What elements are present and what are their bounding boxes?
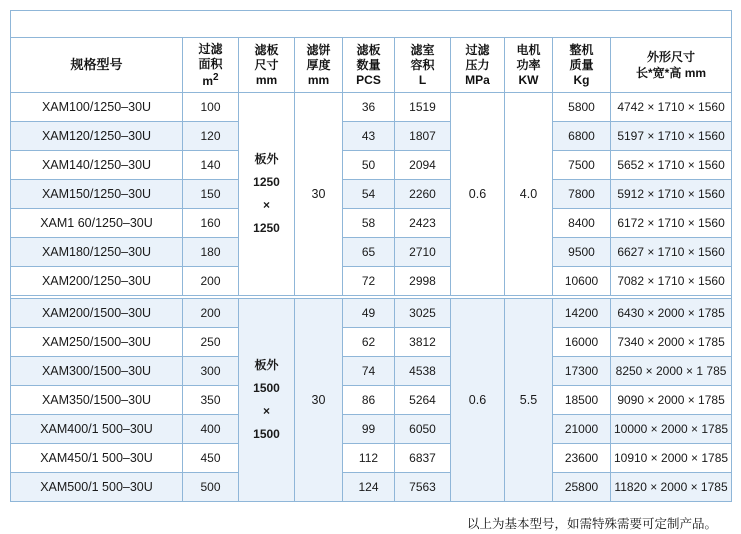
cell-cake-thickness-group: 30: [295, 93, 343, 296]
header-dimensions: [611, 38, 732, 93]
cell-plate-count: 65: [343, 238, 395, 267]
cell-dimensions: 7082 × 1710 × 1560: [611, 267, 732, 296]
table-row: [11, 180, 732, 209]
table-row: [11, 357, 732, 386]
cell-model: XAM150/1250–30U: [11, 180, 183, 209]
header-plate-size-l1: 滤板: [254, 42, 279, 57]
cell-plate-count: 124: [343, 473, 395, 502]
cell-plate-size-group: [239, 93, 295, 296]
cell-machine-mass: 9500: [553, 238, 611, 267]
cell-model: XAM350/1500–30U: [11, 386, 183, 415]
header-model: 规格型号: [11, 38, 183, 93]
cell-machine-mass: 10600: [553, 267, 611, 296]
cell-dimensions: 11820 × 2000 × 1785: [611, 473, 732, 502]
cell-filter-area: 250: [183, 328, 239, 357]
cell-dimensions: 6172 × 1710 × 1560: [611, 209, 732, 238]
cell-machine-mass: 23600: [553, 444, 611, 473]
cell-machine-mass: 7500: [553, 151, 611, 180]
table-row: [11, 444, 732, 473]
cell-plate-count: 43: [343, 122, 395, 151]
cell-chamber-volume: 1807: [395, 122, 451, 151]
cell-filter-area: 200: [183, 267, 239, 296]
header-filter-pressure-l2: 压力: [465, 57, 490, 72]
table-title: 自动厢式压滤机: [11, 11, 732, 38]
table-row: [11, 209, 732, 238]
cell-model: XAM200/1250–30U: [11, 267, 183, 296]
cell-chamber-volume: 2710: [395, 238, 451, 267]
header-cake-thickness-l2: 厚度: [306, 57, 331, 72]
cell-chamber-volume: 6050: [395, 415, 451, 444]
cell-filter-area: 500: [183, 473, 239, 502]
cell-plate-count: 36: [343, 93, 395, 122]
cell-model: XAM200/1500–30U: [11, 299, 183, 328]
cell-machine-mass: 21000: [553, 415, 611, 444]
cell-dimensions: 10910 × 2000 × 1785: [611, 444, 732, 473]
cell-plate-count: 58: [343, 209, 395, 238]
cell-filter-area: 180: [183, 238, 239, 267]
header-plate-size: [239, 38, 295, 93]
cell-dimensions: 6627 × 1710 × 1560: [611, 238, 732, 267]
header-plate-count: [343, 38, 395, 93]
header-plate-count-l3: PCS: [356, 72, 381, 87]
cell-filter-area: 300: [183, 357, 239, 386]
cell-plate-count: 62: [343, 328, 395, 357]
cell-filter-pressure-group: 0.6: [451, 93, 505, 296]
table-row: [11, 122, 732, 151]
cell-chamber-volume: 2423: [395, 209, 451, 238]
cell-machine-mass: 5800: [553, 93, 611, 122]
cell-machine-mass: 17300: [553, 357, 611, 386]
cell-chamber-volume: 4538: [395, 357, 451, 386]
table-row: [11, 93, 732, 122]
cell-filter-area: 200: [183, 299, 239, 328]
specification-table: [10, 10, 732, 502]
header-plate-size-l2: 尺寸: [254, 57, 279, 72]
cell-filter-pressure-group: 0.6: [451, 299, 505, 502]
header-filter-area-l1: 过滤: [198, 41, 223, 56]
header-plate-size-l3: mm: [255, 72, 278, 87]
cell-chamber-volume: 2998: [395, 267, 451, 296]
cell-filter-area: 350: [183, 386, 239, 415]
table-footnote: 以上为基本型号，如需特殊需要可定制产品。: [466, 517, 717, 531]
cell-filter-area: 450: [183, 444, 239, 473]
header-chamber-volume-l2: 容积: [410, 57, 435, 72]
plate-size-l1: 板外: [254, 358, 279, 373]
plate-size-l2: 1500: [253, 381, 280, 396]
cell-filter-area: 140: [183, 151, 239, 180]
table-row: [11, 299, 732, 328]
header-machine-mass: [553, 38, 611, 93]
header-filter-area-l2: 面积: [198, 56, 223, 71]
header-motor-power-l2: 功率: [516, 57, 541, 72]
header-plate-count-l2: 数量: [356, 57, 381, 72]
header-cake-thickness-l3: mm: [307, 72, 330, 87]
cell-plate-count: 50: [343, 151, 395, 180]
plate-size-l4: 1250: [253, 220, 280, 235]
cell-plate-count: 74: [343, 357, 395, 386]
header-dimensions-l1: 外形尺寸: [647, 49, 696, 64]
plate-size-l1: 板外: [254, 152, 279, 167]
cell-chamber-volume: 6837: [395, 444, 451, 473]
cell-filter-area: 400: [183, 415, 239, 444]
header-motor-power-l3: KW: [518, 72, 539, 87]
cell-chamber-volume: 7563: [395, 473, 451, 502]
cell-machine-mass: 16000: [553, 328, 611, 357]
cell-chamber-volume: 2260: [395, 180, 451, 209]
cell-model: XAM140/1250–30U: [11, 151, 183, 180]
header-chamber-volume-l3: L: [418, 72, 427, 87]
cell-plate-count: 54: [343, 180, 395, 209]
header-motor-power-l1: 电机: [516, 42, 541, 57]
header-cake-thickness-l1: 滤饼: [306, 42, 331, 57]
table-row: [11, 267, 732, 296]
header-filter-pressure-l1: 过滤: [465, 42, 490, 57]
table-row: [11, 151, 732, 180]
cell-model: XAM1 60/1250–30U: [11, 209, 183, 238]
cell-machine-mass: 25800: [553, 473, 611, 502]
plate-size-l4: 1500: [253, 426, 280, 441]
cell-dimensions: 8250 × 2000 × 1 785: [611, 357, 732, 386]
table-title-row: [11, 11, 732, 38]
header-filter-pressure: [451, 38, 505, 93]
table-row: [11, 328, 732, 357]
cell-model: XAM120/1250–30U: [11, 122, 183, 151]
cell-model: XAM300/1500–30U: [11, 357, 183, 386]
cell-model: XAM500/1 500–30U: [11, 473, 183, 502]
cell-plate-count: 86: [343, 386, 395, 415]
cell-dimensions: 10000 × 2000 × 1785: [611, 415, 732, 444]
cell-chamber-volume: 3025: [395, 299, 451, 328]
cell-machine-mass: 8400: [553, 209, 611, 238]
plate-size-l2: 1250: [253, 175, 280, 190]
cell-dimensions: 5197 × 1710 × 1560: [611, 122, 732, 151]
cell-machine-mass: 14200: [553, 299, 611, 328]
cell-dimensions: 5652 × 1710 × 1560: [611, 151, 732, 180]
header-chamber-volume: [395, 38, 451, 93]
cell-filter-area: 100: [183, 93, 239, 122]
cell-dimensions: 7340 × 2000 × 1785: [611, 328, 732, 357]
plate-size-l3: ×: [262, 198, 270, 212]
cell-model: XAM100/1250–30U: [11, 93, 183, 122]
header-cake-thickness: [295, 38, 343, 93]
header-filter-pressure-l3: MPa: [465, 72, 490, 87]
header-dimensions-l2: 长*宽*高 mm: [636, 66, 707, 80]
cell-chamber-volume: 3812: [395, 328, 451, 357]
cell-model: XAM450/1 500–30U: [11, 444, 183, 473]
table-row: [11, 473, 732, 502]
header-machine-mass-l1: 整机: [569, 42, 594, 57]
cell-plate-size-group: [239, 299, 295, 502]
header-filter-area-l3: $m^2$: [202, 71, 219, 88]
header-filter-area: [183, 38, 239, 93]
cell-model: XAM180/1250–30U: [11, 238, 183, 267]
cell-machine-mass: 18500: [553, 386, 611, 415]
cell-filter-area: 120: [183, 122, 239, 151]
header-machine-mass-l2: 质量: [569, 57, 594, 72]
cell-chamber-volume: 1519: [395, 93, 451, 122]
cell-dimensions: 6430 × 2000 × 1785: [611, 299, 732, 328]
cell-dimensions: 5912 × 1710 × 1560: [611, 180, 732, 209]
table-header-row: [11, 38, 732, 93]
cell-motor-power-group: 4.0: [505, 93, 553, 296]
header-motor-power: [505, 38, 553, 93]
cell-motor-power-group: 5.5: [505, 299, 553, 502]
cell-filter-area: 150: [183, 180, 239, 209]
cell-model: XAM400/1 500–30U: [11, 415, 183, 444]
cell-dimensions: 4742 × 1710 × 1560: [611, 93, 732, 122]
plate-size-l3: ×: [262, 404, 270, 418]
cell-plate-count: 72: [343, 267, 395, 296]
table-row: [11, 386, 732, 415]
cell-plate-count: 112: [343, 444, 395, 473]
cell-model: XAM250/1500–30U: [11, 328, 183, 357]
cell-cake-thickness-group: 30: [295, 299, 343, 502]
cell-filter-area: 160: [183, 209, 239, 238]
cell-dimensions: 9090 × 2000 × 1785: [611, 386, 732, 415]
cell-plate-count: 49: [343, 299, 395, 328]
table-row: [11, 238, 732, 267]
cell-machine-mass: 6800: [553, 122, 611, 151]
header-chamber-volume-l1: 滤室: [410, 42, 435, 57]
cell-machine-mass: 7800: [553, 180, 611, 209]
cell-plate-count: 99: [343, 415, 395, 444]
cell-chamber-volume: 2094: [395, 151, 451, 180]
table-row: [11, 415, 732, 444]
header-plate-count-l1: 滤板: [356, 42, 381, 57]
header-machine-mass-l3: Kg: [573, 72, 590, 87]
cell-chamber-volume: 5264: [395, 386, 451, 415]
